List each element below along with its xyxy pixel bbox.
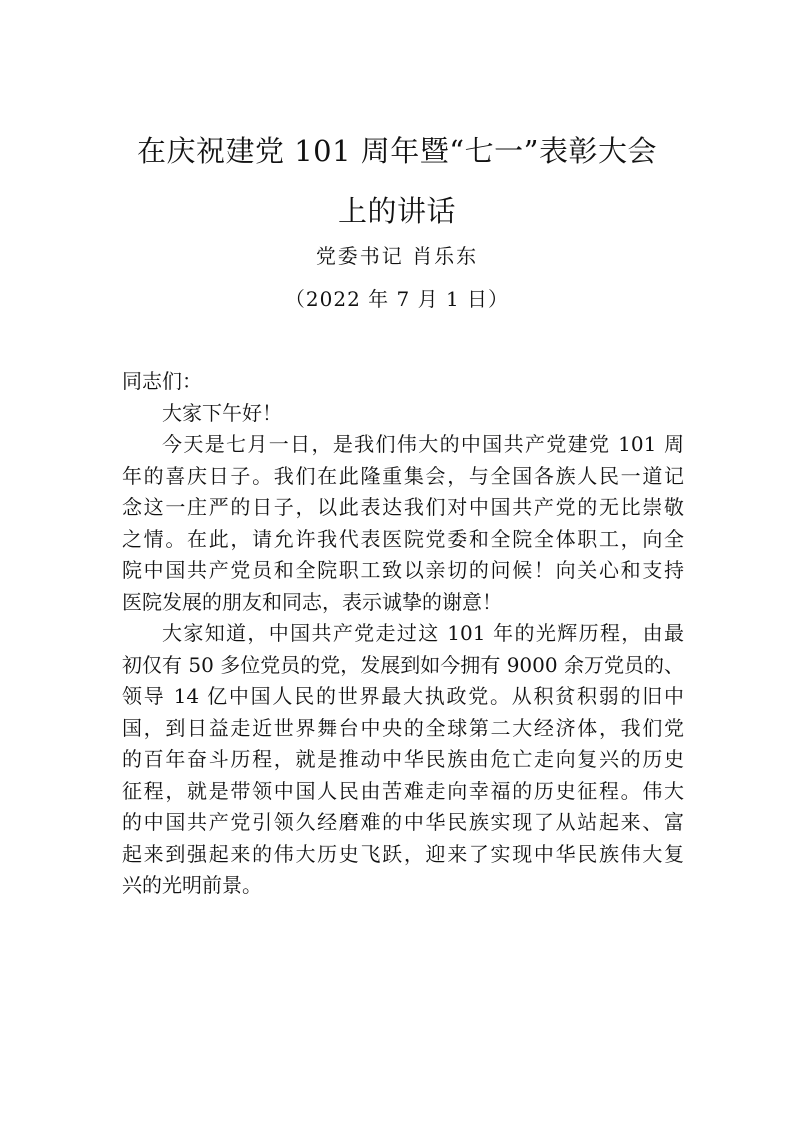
paragraph-line: 起来到强起来的伟大历史飞跃，迎来了实现中华民族伟大复: [122, 841, 684, 866]
paragraph-line: 今天是七月一日，是我们伟大的中国共产党建党 101 周: [162, 432, 684, 456]
paragraph-line: 医院发展的朋友和同志，表示诚挚的谢意！: [122, 589, 502, 614]
paragraph-line: 大家知道，中国共产党走过这 101 年的光辉历程，由最: [162, 621, 684, 645]
paragraph-2: [122, 618, 684, 902]
paragraph-line: 兴的光明前景。: [122, 873, 262, 897]
paragraph-line: 国，到日益走近世界舞台中央的全球第二大经济体，我们党: [122, 715, 684, 740]
paragraph-line: 院中国共产党员和全院职工致以亲切的问候！向关心和支持: [122, 558, 684, 582]
paragraph-line: 的中国共产党引领久经磨难的中华民族实现了从站起来、富: [122, 810, 684, 834]
paragraph-line: 领导 14 亿中国人民的世界最大执政党。从积贫积弱的旧中: [122, 684, 684, 708]
greeting: 大家下午好！: [162, 400, 282, 425]
date-line: （2022 年 7 月 1 日）: [284, 287, 510, 311]
paragraph-1: [122, 429, 684, 618]
title-line-1: 在庆祝建党 101 周年暨“七一”表彰大会: [137, 134, 657, 168]
paragraph-line: 年的喜庆日子。我们在此隆重集会，与全国各族人民一道记: [122, 463, 684, 488]
paragraph-line: 征程，就是带领中国人民由苦难走向幸福的历史征程。伟大: [122, 778, 684, 803]
paragraph-line: 念这一庄严的日子，以此表达我们对中国共产党的无比崇敬: [122, 495, 684, 519]
salutation: 同志们：: [122, 369, 202, 393]
paragraph-line: 之情。在此，请允许我代表医院党委和全院全体职工，向全: [122, 526, 684, 551]
paragraph-line: 初仅有 50 多位党员的党，发展到如今拥有 9000 余万党员的、: [122, 652, 684, 677]
title-line-2: 上的讲话: [337, 194, 456, 228]
speech-body: [122, 366, 684, 902]
paragraph-line: 的百年奋斗历程，就是推动中华民族由危亡走向复兴的历史: [122, 747, 684, 771]
author-line: 党委书记 肖乐东: [315, 244, 479, 268]
